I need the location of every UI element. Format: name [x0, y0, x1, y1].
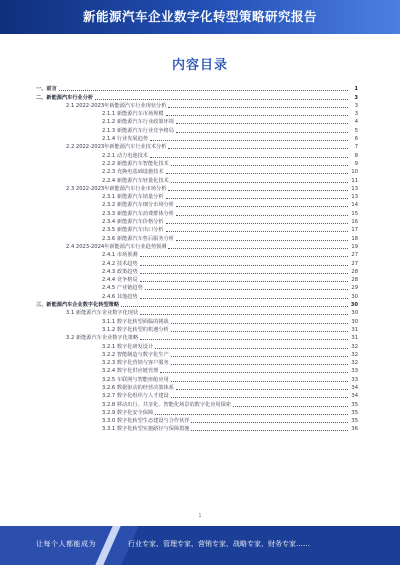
toc-entry-label: 2.1.3 新能源汽车行业竞争格局: [102, 127, 174, 134]
toc-dot-leader: [155, 348, 348, 349]
toc-entry-label: 2.2.4 新能源汽车轻量化技术: [102, 177, 169, 184]
toc-entry[interactable]: [36, 167, 358, 175]
toc-entry-label: 2.2.2 新能源汽车智能化技术: [102, 160, 169, 167]
toc-entry-label: 3.1.2 数字化转型的机遇分析: [102, 326, 169, 333]
toc-entry[interactable]: [36, 391, 358, 399]
toc-entry[interactable]: [36, 142, 358, 150]
toc-entry-page: 28: [351, 268, 358, 275]
toc-entry[interactable]: [36, 242, 358, 250]
toc-dot-leader: [171, 356, 348, 357]
toc-dot-leader: [171, 397, 348, 398]
toc-entry-page: 34: [351, 393, 358, 400]
toc-dot-leader: [140, 273, 348, 274]
toc-entry[interactable]: [36, 159, 358, 167]
toc-entry[interactable]: [36, 267, 358, 275]
toc-entry[interactable]: [36, 333, 358, 341]
toc-entry-label: 2.1.1 新能源汽车市场规模: [102, 111, 164, 118]
toc-dot-leader: [166, 115, 348, 116]
toc-entry-label: 2.3.6 新能源汽车售后服务分析: [102, 235, 174, 242]
footer-slogan: 让每个人都能成为: [36, 540, 96, 548]
toc-entry-page: 9: [354, 160, 358, 167]
toc-dot-leader: [176, 123, 348, 124]
toc-entry[interactable]: [36, 208, 358, 216]
toc-entry[interactable]: [36, 150, 358, 158]
toc-dot-leader: [176, 132, 348, 133]
toc-entry[interactable]: [36, 383, 358, 391]
toc-entry-label: 三、新能源汽车企业数字化转型策略: [36, 302, 120, 309]
toc-dot-leader: [95, 99, 348, 100]
toc-entry[interactable]: [36, 416, 358, 424]
toc-entry-label: 2.3.3 新能源汽车消费群体分析: [102, 210, 174, 217]
toc-entry-page: 18: [351, 235, 358, 242]
toc-entry-page: 34: [351, 384, 358, 391]
toc-dot-leader: [140, 256, 348, 257]
toc-entry-label: 2.2 2022-2023年新能源汽车行业技术分析: [66, 144, 167, 151]
toc-dot-leader: [171, 381, 348, 382]
toc-entry[interactable]: [36, 217, 358, 225]
toc-entry[interactable]: [36, 350, 358, 358]
toc-dot-leader: [59, 90, 348, 91]
toc-entry-page: 3: [354, 94, 358, 101]
toc-list: [36, 84, 358, 432]
toc-entry-label: 一、前言: [36, 86, 57, 93]
header-banner: [0, 0, 400, 34]
toc-entry[interactable]: [36, 325, 358, 333]
toc-entry-page: 15: [351, 210, 358, 217]
toc-entry-page: 32: [351, 360, 358, 367]
toc-entry-page: 17: [351, 227, 358, 234]
toc-entry[interactable]: [36, 84, 358, 92]
toc-entry-label: 3.3.1 数字化转型实施路径与保障措施: [102, 426, 190, 433]
toc-entry[interactable]: [36, 300, 358, 308]
toc-entry-page: 14: [351, 202, 358, 209]
toc-entry-label: 3.2.6 数据驱动的经营决策体系: [102, 384, 174, 391]
toc-entry-page: 13: [351, 185, 358, 192]
toc-dot-leader: [166, 223, 348, 224]
toc-entry[interactable]: [36, 316, 358, 324]
toc-dot-leader: [121, 306, 348, 307]
toc-entry-label: 2.4.5 产业链趋势: [102, 285, 143, 292]
toc-entry[interactable]: [36, 109, 358, 117]
toc-entry-page: 31: [351, 326, 358, 333]
toc-dot-leader: [233, 406, 348, 407]
toc-entry[interactable]: [36, 250, 358, 258]
toc-dot-leader: [176, 389, 348, 390]
toc-entry[interactable]: [36, 399, 358, 407]
toc-entry-page: 16: [351, 219, 358, 226]
toc-dot-leader: [191, 422, 348, 423]
toc-dot-leader: [166, 198, 348, 199]
toc-entry[interactable]: [36, 125, 358, 133]
toc-entry-label: 二、新能源汽车行业分析: [36, 94, 94, 101]
toc-dot-leader: [168, 107, 348, 108]
toc-dot-leader: [176, 206, 348, 207]
toc-entry-label: 3.2.7 数字化组织与人才建设: [102, 393, 169, 400]
toc-dot-leader: [160, 372, 348, 373]
toc-entry-label: 2.1 2022-2023年新能源汽车行业现状分析: [66, 102, 167, 109]
toc-entry-page: 30: [350, 302, 358, 309]
toc-entry-label: 2.3.5 新能源汽车出口分析: [102, 227, 164, 234]
toc-entry-label: 2.4.4 竞争格局: [102, 277, 138, 284]
footer-accent-stripe: [95, 526, 120, 565]
toc-entry-page: 29: [351, 285, 358, 292]
toc-entry[interactable]: [36, 283, 358, 291]
toc-dot-leader: [171, 364, 348, 365]
toc-dot-leader: [171, 165, 348, 166]
toc-entry-label: 2.2.1 动力电池技术: [102, 152, 148, 159]
toc-dot-leader: [145, 289, 348, 290]
toc-entry-label: 3.2 新能源汽车企业数字化策略: [66, 335, 139, 342]
toc-entry-page: 10: [351, 169, 358, 176]
toc-dot-leader: [155, 414, 348, 415]
page-number: 1: [198, 513, 202, 519]
toc-entry-label: 2.3 2022-2023年新能源汽车行业市场分析: [66, 185, 167, 192]
toc-dot-leader: [166, 231, 348, 232]
footer-tagline: 行业专家、管理专家、营销专家、战略专家、财务专家……: [128, 540, 310, 548]
toc-entry-page: 30: [351, 293, 358, 300]
toc-entry[interactable]: [36, 92, 358, 100]
toc-dot-leader: [166, 173, 348, 174]
toc-dot-leader: [140, 298, 348, 299]
toc-entry-page: 19: [351, 243, 358, 250]
toc-entry-page: 32: [351, 351, 358, 358]
toc-dot-leader: [168, 148, 348, 149]
toc-dot-leader: [176, 215, 348, 216]
toc-entry-page: 3: [354, 102, 358, 109]
toc-dot-leader: [140, 281, 348, 282]
toc-entry[interactable]: [36, 233, 358, 241]
toc-entry[interactable]: [36, 258, 358, 266]
toc-entry[interactable]: [36, 408, 358, 416]
toc-entry-label: 3.1 新能源汽车企业数字化现状: [66, 310, 139, 317]
toc-entry[interactable]: [36, 291, 358, 299]
toc-entry-label: 3.2.3 数字化营销与客户服务: [102, 360, 169, 367]
toc-dot-leader: [171, 331, 348, 332]
toc-entry[interactable]: [36, 117, 358, 125]
toc-entry-page: 33: [351, 376, 358, 383]
footer-banner: [0, 526, 400, 565]
toc-entry[interactable]: [36, 424, 358, 432]
toc-dot-leader: [140, 339, 348, 340]
toc-entry[interactable]: [36, 308, 358, 316]
toc-entry-page: 27: [351, 252, 358, 259]
toc-entry-page: 27: [351, 260, 358, 267]
toc-dot-leader: [171, 182, 348, 183]
toc-entry-label: 2.4.3 政策趋势: [102, 268, 138, 275]
toc-entry-label: 2.4.6 其他趋势: [102, 293, 138, 300]
toc-entry-label: 2.1.2 新能源汽车行业政策环境: [102, 119, 174, 126]
toc-entry-label: 2.4.2 技术趋势: [102, 260, 138, 267]
toc-entry[interactable]: [36, 374, 358, 382]
toc-entry-page: 36: [351, 426, 358, 433]
toc-dot-leader: [140, 314, 348, 315]
toc-dot-leader: [171, 323, 348, 324]
toc-entry-label: 2.4 2023-2024年新能源汽车行业趋势预测: [66, 243, 167, 250]
toc-entry-page: 30: [351, 318, 358, 325]
toc-entry-page: 33: [351, 368, 358, 375]
toc-entry-label: 2.1.4 行业发展趋势: [102, 136, 148, 143]
toc-entry[interactable]: [36, 175, 358, 183]
toc-dot-leader: [176, 240, 348, 241]
toc-entry-label: 3.2.5 车联网与智能座舱应用: [102, 376, 169, 383]
toc-entry[interactable]: [36, 225, 358, 233]
toc-entry-page: 32: [351, 343, 358, 350]
toc-entry-page: 30: [351, 310, 358, 317]
toc-entry-page: 8: [354, 152, 358, 159]
toc-entry-label: 2.2.3 充换电基础设施技术: [102, 169, 164, 176]
report-title: 新能源汽车企业数字化转型策略研究报告: [82, 9, 317, 24]
toc-entry-label: 3.2.8 移动出行、共享化、智能化场景的数字化应用探索: [102, 401, 231, 408]
toc-entry-page: 13: [351, 194, 358, 201]
toc-entry-label: 3.2.4 数字化供应链管理: [102, 368, 159, 375]
toc-entry-page: 3: [354, 111, 358, 118]
toc-entry-page: 35: [351, 401, 358, 408]
toc-entry[interactable]: [36, 200, 358, 208]
toc-dot-leader: [140, 265, 348, 266]
toc-entry-page: 6: [354, 136, 358, 143]
toc-entry-label: 2.3.1 新能源汽车销量分析: [102, 194, 164, 201]
toc-entry-label: 3.1.1 数字化转型面临的挑战: [102, 318, 169, 325]
toc-dot-leader: [168, 248, 348, 249]
toc-entry-page: 31: [351, 335, 358, 342]
toc-dot-leader: [191, 430, 348, 431]
toc-entry-label: 2.3.4 新能源汽车价格分析: [102, 219, 164, 226]
toc-dot-leader: [150, 157, 348, 158]
toc-entry-label: 2.4.1 市场预测: [102, 252, 138, 259]
toc-entry[interactable]: [36, 134, 358, 142]
toc-entry-label: 3.2.1 数字化研发设计: [102, 343, 154, 350]
toc-entry[interactable]: [36, 275, 358, 283]
toc-entry-page: 35: [351, 418, 358, 425]
toc-entry[interactable]: [36, 366, 358, 374]
toc-dot-leader: [168, 190, 348, 191]
toc-entry-label: 3.2.9 数字化安全保障: [102, 409, 154, 416]
toc-entry-page: 4: [354, 119, 358, 126]
toc-entry-label: 3.3.0 数字化转型生态建设与合作伙伴: [102, 418, 190, 425]
toc-entry-page: 35: [351, 409, 358, 416]
toc-dot-leader: [150, 140, 348, 141]
toc-entry-page: 7: [354, 144, 358, 151]
toc-entry-label: 2.3.2 新能源汽车细分市场分析: [102, 202, 174, 209]
toc-entry[interactable]: [36, 184, 358, 192]
toc-entry[interactable]: [36, 358, 358, 366]
toc-entry-label: 3.2.2 智能制造与数字化生产: [102, 351, 169, 358]
toc-entry-page: 5: [354, 127, 358, 134]
toc-title: 内容目录: [171, 58, 228, 73]
toc-entry-page: 1: [354, 86, 358, 93]
toc-entry-page: 11: [351, 177, 358, 184]
toc-entry-page: 28: [351, 277, 358, 284]
toc-entry[interactable]: [36, 192, 358, 200]
toc-entry[interactable]: [36, 341, 358, 349]
toc-entry[interactable]: [36, 101, 358, 109]
